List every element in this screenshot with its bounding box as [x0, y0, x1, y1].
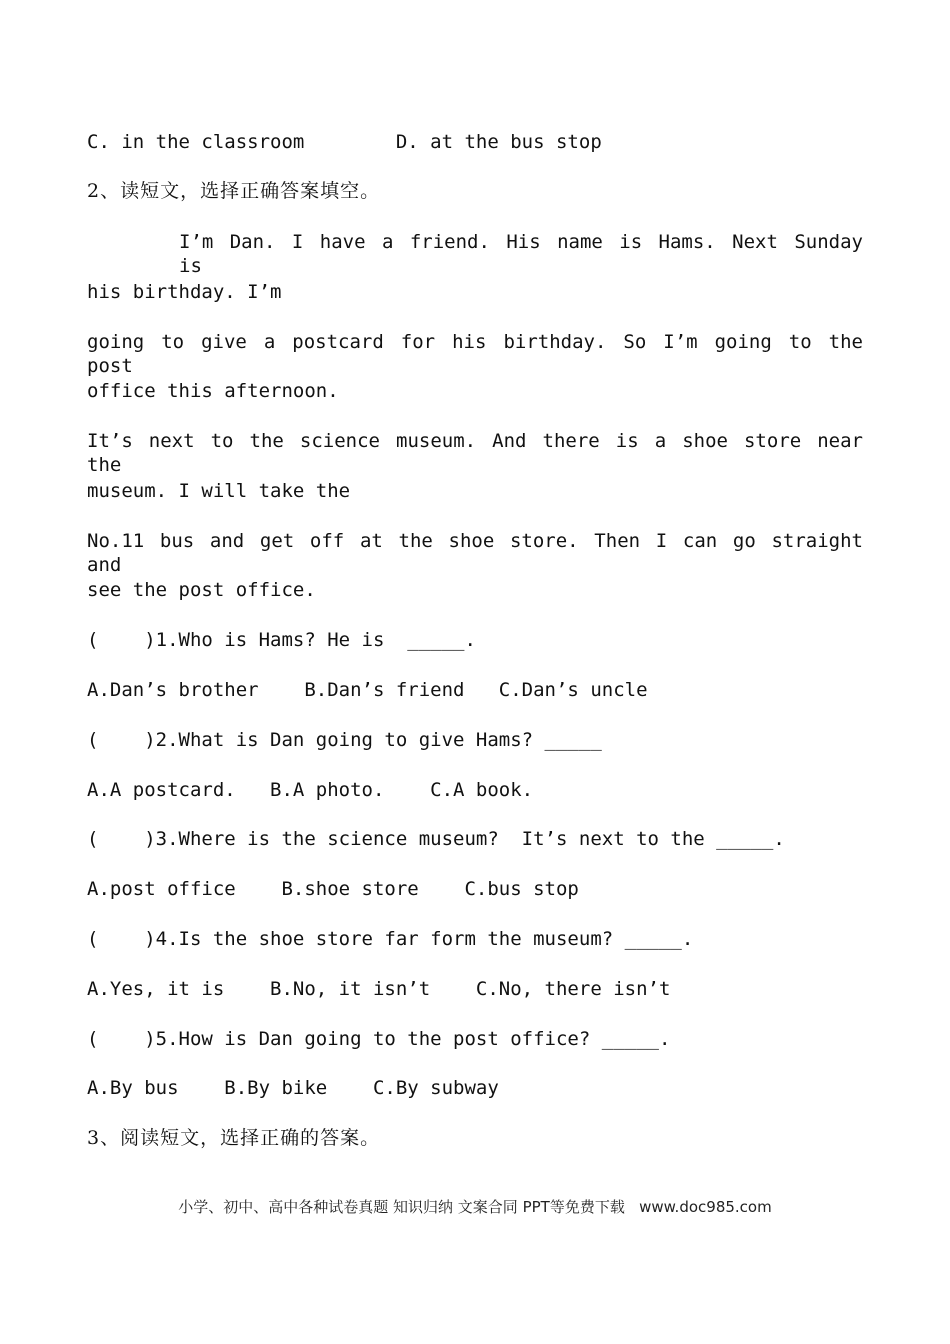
passage-line-2: his birthday. I’m: [87, 281, 282, 303]
answer-options-5: A.By bus B.By bike C.By subway: [87, 1077, 499, 1099]
passage-line-5: It’s next to the science museum. And there is a shoe store near the: [87, 430, 863, 476]
passage-line-1: I’m Dan. I have a friend. His name is Hams. Next Sunday is: [179, 231, 863, 277]
passage-line-7: No.11 bus and get off at the shoe store. Then I can go straight and: [87, 530, 863, 576]
section-2-heading: 2、读短文，选择正确答案填空。: [87, 180, 381, 202]
answer-options-4: A.Yes, it is B.No, it isn’t C.No, there isn’t: [87, 978, 671, 1000]
page-footer: 小学、初中、高中各种试卷真题 知识归纳 文案合同 PPT等免费下载 www.doc985.com: [178, 1198, 772, 1216]
question-5: ( )5.How is Dan going to the post office? _____.: [87, 1028, 671, 1050]
answer-options-2: A.A postcard. B.A photo. C.A book.: [87, 779, 534, 801]
passage-line-6: museum. I will take the: [87, 480, 351, 502]
passage-line-8: see the post office.: [87, 579, 316, 601]
passage-line-3: going to give a postcard for his birthday. So I’m going to the post: [87, 331, 863, 377]
answer-options-3: A.post office B.shoe store C.bus stop: [87, 878, 579, 900]
question-2: ( )2.What is Dan going to give Hams? _____: [87, 729, 602, 751]
option-line-cd: C. in the classroom D. at the bus stop: [87, 131, 602, 153]
section-3-heading: 3、阅读短文，选择正确的答案。: [87, 1127, 381, 1149]
answer-options-1: A.Dan’s brother B.Dan’s friend C.Dan’s uncle: [87, 679, 648, 701]
question-3: ( )3.Where is the science museum? It’s next to the _____.: [87, 828, 785, 850]
passage-line-4: office this afternoon.: [87, 380, 339, 402]
question-4: ( )4.Is the shoe store far form the museum? _____.: [87, 928, 694, 950]
question-1: ( )1.Who is Hams? He is _____.: [87, 629, 476, 651]
